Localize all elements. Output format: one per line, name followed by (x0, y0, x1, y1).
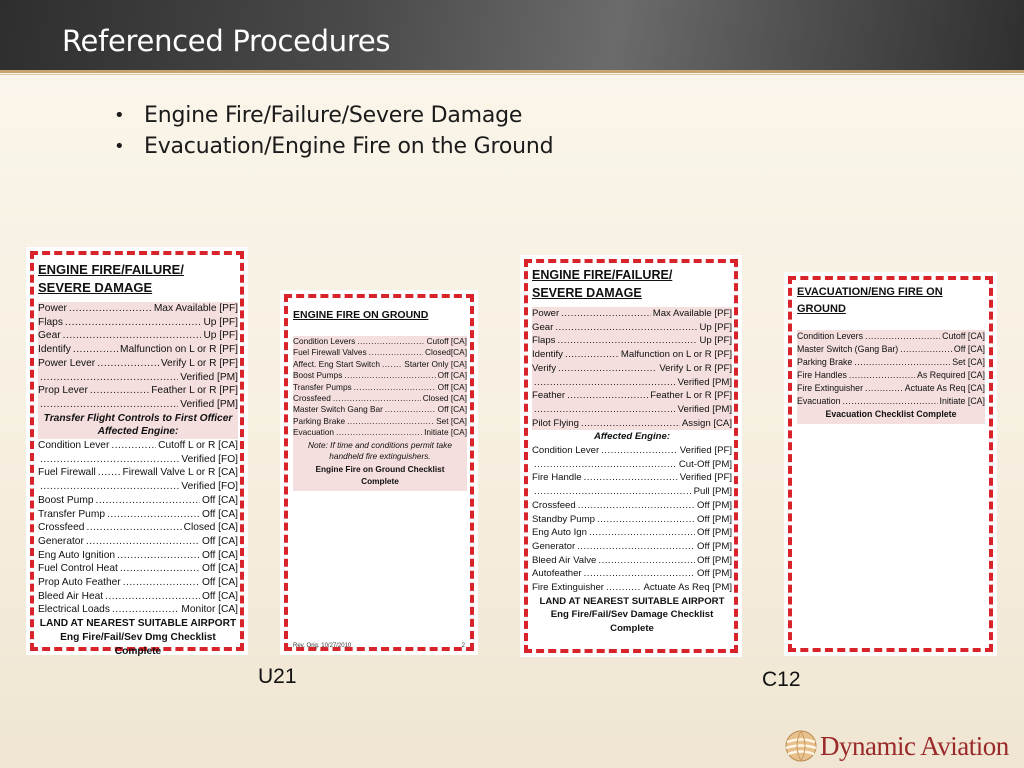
leader-dots (900, 343, 952, 356)
checklist-section (38, 302, 238, 412)
leader-dots (63, 329, 202, 343)
checklist-row (532, 526, 732, 540)
leader-dots (69, 302, 152, 316)
checklist-row (38, 603, 238, 617)
item-action: Off [CA] (437, 370, 467, 381)
checklist-row (38, 329, 238, 343)
leader-dots (589, 526, 695, 540)
item-action: Closed [CA] (422, 393, 467, 404)
title-bar (0, 0, 1024, 70)
item-action: Verified [PM] (677, 403, 732, 415)
leader-dots (385, 404, 436, 415)
item-label: Boost Pump (38, 494, 94, 506)
closing-line: Eng Fire/Fail/Sev Damage Checklist (550, 609, 714, 621)
checklist-row (532, 444, 732, 458)
note-text: Note: If time and conditions permit take handheld fire extinguishers. (308, 439, 452, 462)
item-label: Generator (532, 540, 576, 552)
item-label: Master Switch Gang Bar (293, 404, 383, 415)
leader-dots (565, 348, 619, 362)
item-label: Electrical Loads (38, 604, 110, 616)
checklist-section (38, 439, 238, 617)
item-label: Verify (532, 362, 556, 374)
card-heading (797, 284, 985, 318)
item-action: Verified [FO] (181, 481, 238, 493)
item-action: Set [CA] (436, 415, 467, 426)
card-footer (293, 643, 465, 649)
checklist-row (38, 466, 238, 480)
item-action: Up [PF] (203, 316, 238, 328)
item-label: Condition Lever (532, 445, 600, 457)
heading-line: SEVERE DAMAGE (532, 286, 642, 300)
checklist-row (38, 562, 238, 576)
checklist-row (38, 398, 238, 412)
checklist-row (532, 458, 732, 472)
item-action: Verify L or R [PF] (160, 357, 238, 369)
item-label: Fuel Firewall Valves (293, 347, 367, 358)
checklist-row (797, 395, 985, 408)
leader-dots (333, 393, 421, 404)
leader-dots (40, 480, 179, 494)
company-logo (784, 729, 1009, 763)
item-action: Cutoff L or R [CA] (158, 440, 238, 452)
item-action: Verified [PM] (180, 398, 238, 410)
checklist-section (532, 444, 732, 595)
revision-text: Rev. Orig. 10/27/2010 (293, 643, 352, 649)
leader-dots (555, 321, 697, 335)
leader-dots (73, 343, 118, 357)
item-action: Off [CA] (201, 508, 238, 520)
item-action: Off [PM] (696, 540, 732, 552)
checklist-card-c12-evacuation (784, 272, 997, 656)
checklist-row (38, 371, 238, 385)
leader-dots (117, 549, 200, 563)
leader-dots (578, 499, 695, 513)
item-label: Autofeather (532, 568, 582, 580)
item-action: Off [PM] (696, 527, 732, 539)
leader-dots (120, 562, 200, 576)
checklist-row (38, 453, 238, 467)
leader-dots (854, 356, 950, 369)
checklist-row (38, 494, 238, 508)
item-action: Closed[CA] (425, 347, 467, 358)
item-label: Boost Pumps (293, 370, 343, 381)
item-label: Bleed Air Valve (532, 554, 597, 566)
caption-c12: C12 (762, 668, 801, 691)
item-action: Initiate [CA] (424, 427, 467, 438)
checklist-row (38, 439, 238, 453)
leader-dots (90, 384, 149, 398)
card-body (38, 261, 238, 658)
bullet-icon: • (114, 105, 125, 126)
leader-dots (865, 382, 903, 395)
checklist-card-u21-engine-fire-ground (280, 290, 478, 655)
checklist-row (293, 404, 467, 415)
leader-dots (357, 336, 424, 347)
item-action: As Required [CA] (917, 370, 985, 380)
item-label: Crossfeed (293, 393, 331, 404)
bullet-text: Engine Fire/Failure/Severe Damage (144, 103, 523, 128)
item-action: Verified [PF] (679, 445, 732, 457)
item-action: Verified [PM] (180, 371, 238, 383)
leader-dots (382, 359, 402, 370)
checklist-row (532, 307, 732, 321)
leader-dots (40, 453, 179, 467)
checklist-row (293, 359, 467, 370)
item-action: Firewall Valve L or R [CA] (122, 467, 238, 479)
item-label: Gear (532, 321, 554, 333)
checklist-row (797, 343, 985, 356)
checklist-row (38, 316, 238, 330)
item-label: Evacuation (797, 396, 841, 406)
leader-dots (561, 307, 651, 321)
item-label: Evacuation (293, 427, 335, 438)
leader-dots (336, 427, 422, 438)
checklist-row (38, 480, 238, 494)
affected-engine-label: Affected Engine: (38, 425, 238, 439)
leader-dots (584, 471, 678, 485)
heading-line: GROUND (797, 303, 846, 315)
checklist-card-c12-engine-fire (520, 255, 742, 657)
item-action: Actuate As Req [PM] (643, 582, 732, 594)
checklist-row (532, 567, 732, 581)
item-label: Power (532, 308, 560, 319)
item-action: Off [CA] (201, 577, 238, 589)
item-action: Off [CA] (201, 549, 238, 561)
checklist-row (38, 535, 238, 549)
item-action: Feather L or R [PF] (650, 390, 732, 402)
transfer-note: Transfer Flight Controls to First Officer (38, 412, 238, 426)
checklist-row (532, 362, 732, 376)
item-action: Off [PM] (696, 513, 732, 525)
checklist-rows (293, 336, 467, 439)
item-action: Verified [PF] (679, 472, 732, 484)
card-heading (532, 266, 732, 302)
item-label: Generator (38, 535, 84, 547)
checklist-row (532, 554, 732, 568)
item-action: Malfunction on L or R [PF] (620, 349, 732, 361)
item-action: Up [PF] (203, 330, 238, 342)
item-label: Transfer Pumps (293, 381, 352, 392)
item-action: Malfunction on L or R [PF] (120, 344, 238, 356)
item-action: Max Available [PF] (652, 308, 732, 319)
globe-icon (784, 729, 818, 763)
item-label: Prop Lever (38, 385, 88, 397)
checklist-row (38, 549, 238, 563)
item-label: Gear (38, 330, 61, 342)
item-label: Parking Brake (293, 415, 346, 426)
item-label: Eng Auto Ign (532, 527, 587, 539)
item-action: Actuate As Req [CA] (904, 383, 985, 393)
item-action: Closed [CA] (183, 522, 238, 534)
checklist-row (532, 376, 732, 390)
item-action: Cutoff [CA] (942, 331, 985, 341)
checklist-row (38, 508, 238, 522)
item-action: Off [CA] (201, 535, 238, 547)
checklist-row (532, 485, 732, 499)
checklist-row (38, 590, 238, 604)
leader-dots (344, 370, 435, 381)
item-action: Starter Only [CA] (404, 358, 467, 369)
checklist-row (532, 321, 732, 335)
checklist-row (293, 416, 467, 427)
leader-dots (534, 376, 676, 390)
title-rule (0, 70, 1024, 73)
checklist-section (293, 336, 467, 491)
checklist-row (293, 393, 467, 404)
leader-dots (369, 347, 423, 358)
checklist-row (293, 347, 467, 358)
item-label: Standby Pump (532, 513, 595, 525)
item-action: Verify L or R [PF] (659, 362, 732, 374)
item-label: Feather (532, 390, 566, 402)
card-body (532, 266, 732, 636)
leader-dots (65, 316, 202, 330)
item-label: Transfer Pump (38, 508, 105, 520)
checklist-row (797, 382, 985, 395)
item-label: Power (38, 303, 67, 314)
item-action: Cutoff [CA] (426, 336, 467, 346)
leader-dots (112, 603, 179, 617)
checklist-row (293, 336, 467, 347)
item-label: Parking Brake (797, 357, 853, 367)
leader-dots (577, 540, 695, 554)
leader-dots (606, 581, 641, 595)
caption-u21: U21 (258, 665, 297, 688)
checklist-row (532, 403, 732, 417)
checklist-section (797, 330, 985, 424)
leader-dots (86, 535, 200, 549)
heading-line: ENGINE FIRE/FAILURE/ (532, 268, 673, 282)
item-label: Flaps (532, 335, 556, 347)
checklist-row (532, 471, 732, 485)
item-label: Fire Extinguisher (532, 582, 604, 594)
checklist-row (38, 302, 238, 316)
card-heading: ENGINE FIRE ON GROUND (293, 309, 429, 321)
bullet-icon: • (114, 136, 125, 157)
affected-engine-label: Affected Engine: (593, 431, 671, 443)
leader-dots (123, 576, 200, 590)
checklist-row (293, 382, 467, 393)
checklist-row (532, 513, 732, 527)
closing-line: LAND AT NEAREST SUITABLE AIRPORT (39, 618, 237, 630)
item-action: Max Available [PF] (153, 303, 238, 314)
leader-dots (111, 439, 156, 453)
item-label: Crossfeed (38, 522, 85, 534)
title-rule-thin (0, 74, 1024, 75)
bullet-text: Evacuation/Engine Fire on the Ground (144, 134, 554, 159)
item-action: Off [PM] (696, 499, 732, 511)
checklist-card-u21-engine-fire (26, 247, 248, 655)
checklist-row (38, 343, 238, 357)
leader-dots (557, 334, 697, 348)
leader-dots (581, 417, 680, 431)
leader-dots (597, 513, 695, 527)
card-heading (38, 261, 238, 297)
checklist-row (38, 384, 238, 398)
item-label: Master Switch (Gang Bar) (797, 344, 899, 354)
heading-line: SEVERE DAMAGE (38, 280, 153, 295)
leader-dots (584, 567, 695, 581)
leader-dots (40, 398, 178, 412)
logo-text: Dynamic Aviation (820, 730, 1009, 761)
item-label: Identify (532, 349, 563, 361)
checklist-row (38, 521, 238, 535)
checklist-row (532, 499, 732, 513)
checklist-row (532, 348, 732, 362)
closing-line: Engine Fire on Ground Checklist Complete (315, 464, 445, 486)
leader-dots (97, 357, 159, 371)
item-action: Off [CA] (201, 494, 238, 506)
closing-line: Complete (610, 623, 654, 635)
leader-dots (534, 458, 677, 472)
item-action: Initiate [CA] (939, 396, 985, 406)
item-action: Assign [CA] (681, 417, 732, 429)
leader-dots (843, 395, 938, 408)
item-action: Set [CA] (952, 357, 985, 367)
item-label: Flaps (38, 316, 63, 328)
leader-dots (98, 466, 121, 480)
closing-line: Evacuation Checklist Complete (825, 409, 957, 419)
heading-line: ENGINE FIRE/FAILURE/ (38, 262, 184, 277)
leader-dots (86, 521, 181, 535)
item-action: Off [CA] (437, 381, 467, 392)
item-label: Pilot Flying (532, 417, 579, 429)
checklist-row (532, 581, 732, 595)
checklist-row (293, 427, 467, 438)
item-label: Fire Extinguisher (797, 383, 864, 393)
heading-line: EVACUATION/ENG FIRE ON (797, 286, 943, 298)
item-action: Off [CA] (953, 344, 985, 354)
leader-dots (347, 416, 434, 427)
leader-dots (534, 485, 692, 499)
item-action: Off [CA] (201, 563, 238, 575)
bullet-item (114, 100, 553, 131)
closing-line: Eng Fire/Fail/Sev Dmg Checklist Complete (60, 631, 216, 657)
item-action: Cut-Off [PM] (678, 458, 732, 470)
item-label: Fire Handle (532, 472, 582, 484)
leader-dots (865, 330, 940, 343)
leader-dots (534, 403, 676, 417)
item-label: Condition Lever (38, 440, 110, 452)
card-body (797, 284, 985, 424)
item-action: Up [PF] (699, 321, 732, 333)
item-action: Off [CA] (437, 404, 467, 415)
closing-line: LAND AT NEAREST SUITABLE AIRPORT (539, 595, 725, 607)
item-label: Crossfeed (532, 499, 576, 511)
item-action: Off [CA] (201, 590, 238, 602)
checklist-rows (797, 330, 985, 408)
checklist-row (797, 330, 985, 343)
item-action: Feather L or R [PF] (151, 385, 238, 397)
item-label: Identify (38, 344, 71, 356)
item-label: Fuel Firewall (38, 467, 96, 479)
leader-dots (598, 554, 695, 568)
leader-dots (40, 371, 178, 385)
item-label: Power Lever (38, 357, 96, 369)
leader-dots (567, 389, 648, 403)
leader-dots (558, 362, 657, 376)
checklist-row (797, 369, 985, 382)
page-number: 2 (461, 643, 465, 649)
item-label: Condition Levers (293, 336, 356, 346)
bullet-list (114, 100, 553, 162)
slide-title: Referenced Procedures (62, 24, 391, 58)
checklist-section (532, 307, 732, 430)
item-label: Bleed Air Heat (38, 590, 104, 602)
checklist-row (38, 576, 238, 590)
card-body (293, 308, 467, 491)
checklist-row (293, 370, 467, 381)
checklist-row (532, 417, 732, 431)
leader-dots (107, 508, 200, 522)
item-label: Fuel Control Heat (38, 563, 118, 575)
leader-dots (601, 444, 678, 458)
item-action: Monitor [CA] (181, 604, 238, 616)
checklist-row (532, 389, 732, 403)
item-label: Fire Handles (797, 370, 847, 380)
leader-dots (354, 382, 436, 393)
checklist-row (532, 334, 732, 348)
checklist-row (532, 540, 732, 554)
checklist-row (38, 357, 238, 371)
checklist-row (797, 356, 985, 369)
item-action: Verified [PM] (677, 376, 732, 388)
bullet-item (114, 131, 553, 162)
item-action: Pull [PM] (693, 486, 732, 498)
item-label: Eng Auto Ignition (38, 549, 116, 561)
item-label: Prop Auto Feather (38, 577, 121, 589)
item-action: Off [PM] (696, 554, 732, 566)
item-action: Off [PM] (696, 568, 732, 580)
item-action: Up [PF] (699, 335, 732, 347)
leader-dots (849, 369, 915, 382)
item-label: Affect. Eng Start Switch (293, 358, 381, 369)
leader-dots (105, 590, 200, 604)
leader-dots (96, 494, 200, 508)
item-action: Verified [FO] (181, 453, 238, 465)
item-label: Condition Levers (797, 331, 864, 341)
